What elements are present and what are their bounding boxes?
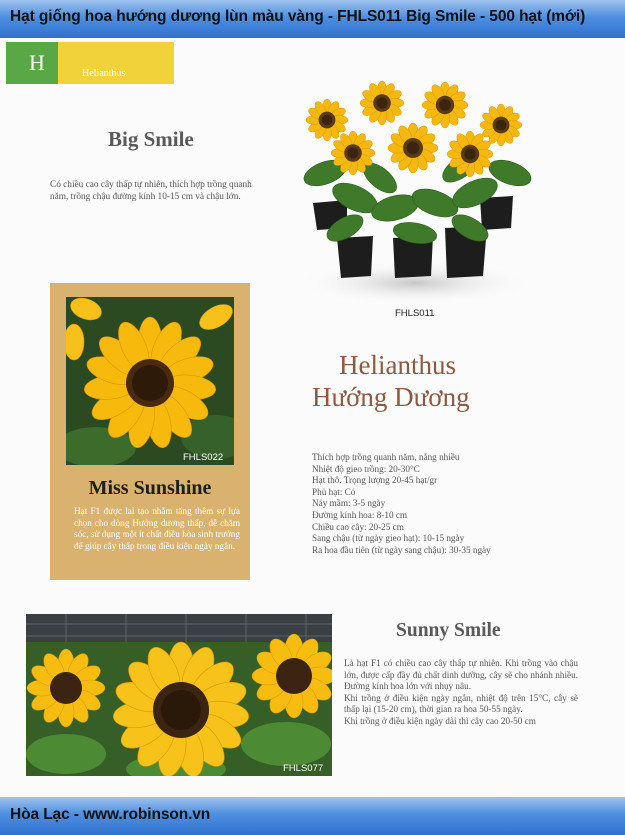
miss-sunshine-code: FHLS022 xyxy=(183,452,224,463)
sunflower-heads xyxy=(306,81,522,177)
footer-bar xyxy=(0,797,625,835)
sunny-smile-para-2: Khi trồng ở điều kiện ngày ngắn, nhiệt độ trên 15°C, cây sẽ thấp lại (15-20 cm), thời gian ra hoa 50-55 ngày. xyxy=(344,692,578,715)
growing-specs xyxy=(312,452,542,556)
spec-item: Ra hoa đầu tiên (từ ngày sang chậu): 30-35 ngày xyxy=(312,544,491,555)
spec-item: Đường kính hoa: 8-10 cm xyxy=(312,509,408,520)
sunny-smile-title: Sunny Smile xyxy=(396,620,501,641)
sunflower-field-illustration xyxy=(26,614,332,776)
sunny-smile-code: FHLS077 xyxy=(283,763,324,774)
helianthus-title-line1: Helianthus xyxy=(339,350,456,380)
spec-item: Nhiệt độ gieo trồng: 20-30°C xyxy=(312,463,420,474)
big-smile-title: Big Smile xyxy=(108,127,194,151)
helianthus-tag xyxy=(6,42,174,84)
spec-item: Phủ hạt: Có xyxy=(312,486,356,497)
big-smile-description: Có chiều cao cây thấp tự nhiên, thích hợp trồng quanh năm, trồng chậu đường kính 10-15 cm và chậu lớn. xyxy=(50,180,252,202)
tag-name: Helianthus xyxy=(82,68,126,79)
sunny-smile-para-1: Là hạt F1 có chiều cao cây thấp tự nhiên. Khi trồng vào chậu lớn, được cấp đầy đủ chất dinh dưỡng, cây sẽ cho nhánh nhiều. Đường kính hoa lớn với nhụy nâu. xyxy=(344,658,578,692)
miss-sunshine-title-wrap xyxy=(50,477,250,500)
miss-sunshine-photo xyxy=(66,297,234,465)
helianthus-title xyxy=(312,349,470,413)
footer-text: Hòa Lạc - www.robinson.vn xyxy=(10,806,211,823)
sunny-smile-para-3: Khi trồng ở điều kiện ngày dài thì cây cao 20-50 cm xyxy=(344,715,536,726)
miss-sunshine-description: Hạt F1 được lai tạo nhằm tăng thêm sự lựa chọn cho dòng Hướng dương thấp, dễ chăm sóc, sử dụng một ít chất điều hòa sinh trưởng để giúp cây thấp trong điều kiện ngày ngắn. xyxy=(74,506,240,551)
big-smile-code: FHLS011 xyxy=(395,308,435,319)
sunflower-illustration xyxy=(66,297,234,465)
sunny-smile-description xyxy=(344,658,578,728)
spec-item: Chiều cao cây: 20-25 cm xyxy=(312,521,404,532)
sunny-smile-photo xyxy=(26,614,332,776)
miss-sunshine-title: Miss Sunshine xyxy=(88,477,212,499)
helianthus-title-line2: Hướng Dương xyxy=(312,382,470,412)
spec-item: Nảy mầm: 3-5 ngày xyxy=(312,498,386,509)
tag-letter-box xyxy=(6,42,58,84)
spec-item: Thích hợp trồng quanh năm, nắng nhiều xyxy=(312,452,460,462)
tag-letter: H xyxy=(29,50,45,75)
spec-item: Hạt thô. Trọng lượng 20-45 hạt/gr xyxy=(312,475,438,486)
big-smile-photo xyxy=(285,78,547,310)
page-title: Hạt giống hoa hướng dương lùn màu vàng - FHLS011 Big Smile - 500 hạt (mới) xyxy=(10,8,586,25)
title-bar xyxy=(0,0,625,38)
spec-item: Sang chậu (từ ngày gieo hạt): 10-15 ngày xyxy=(312,533,465,544)
